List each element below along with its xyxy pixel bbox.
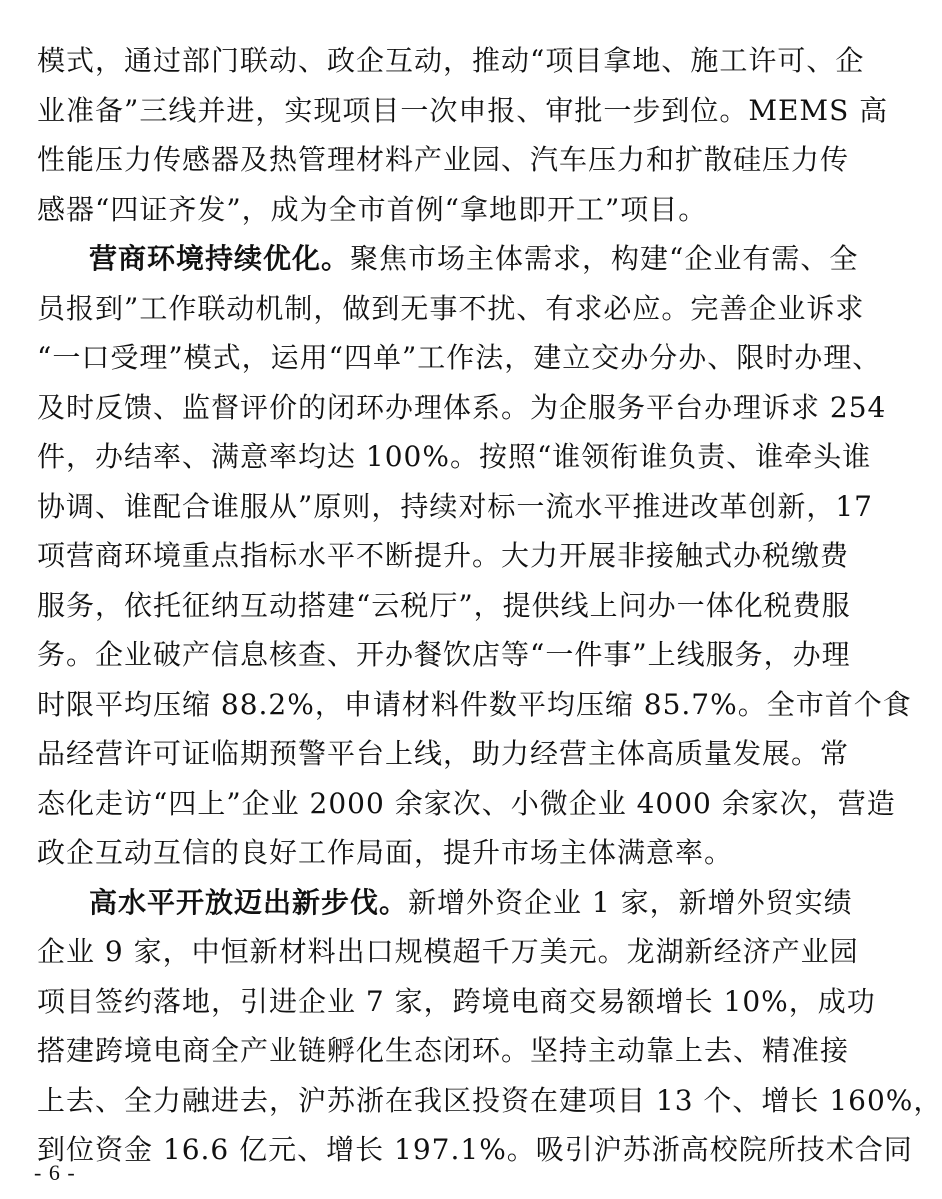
paragraph-2-line: 项营商环境重点指标水平不断提升。大力开展非接触式办税缴费: [37, 539, 850, 572]
paragraph-3-heading: 高水平开放迈出新步伐。: [89, 885, 409, 919]
paragraph-2-line: “一口受理”模式，运用“四单”工作法，建立交办分办、限时办理、: [37, 341, 882, 374]
paragraph-3-line: 搭建跨境电商全产业链孵化生态闭环。坚持主动靠上去、精准接: [37, 1034, 850, 1067]
paragraph-2-heading: 营商环境持续优化。: [89, 242, 351, 275]
paragraph-1-line: 业准备”三线并进，实现项目一次申报、审批一步到位。MEMS 高: [37, 93, 889, 127]
paragraph-3-line: 到位资金 16.6 亿元、增长 197.1%。吸引沪苏浙高校院所技术合同: [37, 1133, 913, 1166]
paragraph-3-first-line-text: 新增外资企业 1 家，新增外贸实绩: [408, 885, 853, 919]
paragraph-2-first-line-text: 聚焦市场主体需求，构建“企业有需、全: [350, 242, 859, 275]
paragraph-2-line: 服务，依托征纳互动搭建“云税厅”，提供线上问办一体化税费服: [37, 588, 851, 622]
paragraph-2-line: 态化走访“四上”企业 2000 余家次、小微企业 4000 余家次，营造: [37, 786, 896, 820]
paragraph-2-line: 员报到”工作联动机制，做到无事不扰、有求必应。完善企业诉求: [37, 291, 865, 325]
paragraph-2-first-line: [37, 234, 859, 284]
paragraph-2-line: 品经营许可证临期预警平台上线，助力经营主体高质量发展。常: [37, 737, 850, 770]
paragraph-2-line: 务。企业破产信息核查、开办餐饮店等“一件事”上线服务，办理: [37, 638, 851, 671]
paragraph-1-line: 感器“四证齐发”，成为全市首例“拿地即开工”项目。: [37, 192, 708, 226]
paragraph-3-first-line: [37, 878, 853, 928]
paragraph-2-line: 时限平均压缩 88.2%，申请材料件数平均压缩 85.7%。全市首个食: [37, 687, 912, 721]
paragraph-3-line: 企业 9 家，中恒新材料出口规模超千万美元。龙湖新经济产业园: [37, 935, 859, 968]
paragraph-1-line: 模式，通过部门联动、政企互动，推动“项目拿地、施工许可、企: [37, 44, 865, 77]
paragraph-2-line: 政企互动互信的良好工作局面，提升市场主体满意率。: [37, 836, 734, 869]
paragraph-2-line: 及时反馈、监督评价的闭环办理体系。为企服务平台办理诉求 254: [37, 390, 887, 424]
document-page: [37, 36, 942, 1175]
paragraph-2-line: 协调、谁配合谁服从”原则，持续对标一流水平推进改革创新，17: [37, 489, 873, 523]
paragraph-2-line: 件，办结率、满意率均达 100%。按照“谁领衔谁负责、谁牵头谁: [37, 440, 872, 473]
paragraph-3-line: 项目签约落地，引进企业 7 家，跨境电商交易额增长 10%，成功: [37, 984, 876, 1018]
paragraph-1-line: 性能压力传感器及热管理材料产业园、汽车压力和扩散硅压力传: [37, 143, 850, 176]
page-number: - 6 -: [34, 1160, 76, 1185]
paragraph-3-line: 上去、全力融进去，沪苏浙在我区投资在建项目 13 个、增长 160%，: [37, 1083, 942, 1117]
